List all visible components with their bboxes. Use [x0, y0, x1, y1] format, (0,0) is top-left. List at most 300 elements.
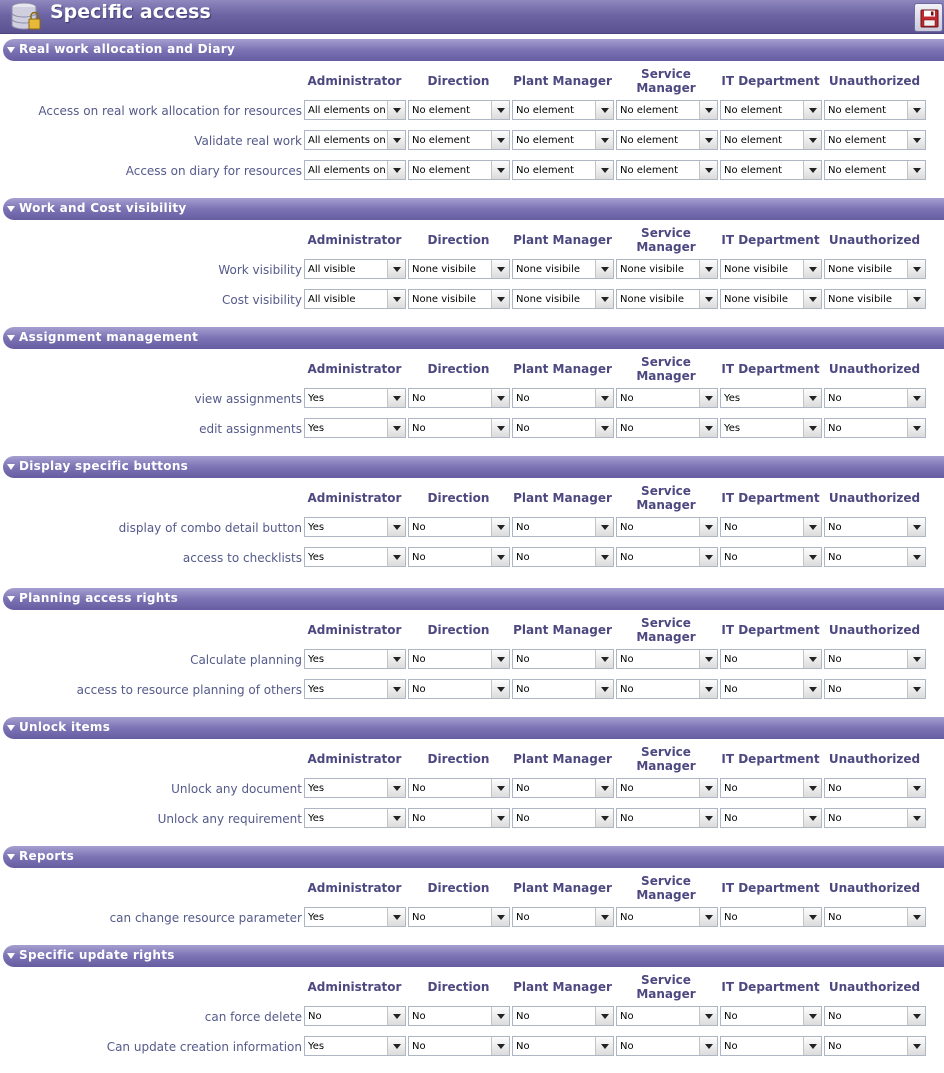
dropdown-button[interactable] [387, 779, 405, 797]
dropdown-button[interactable] [699, 260, 717, 278]
access-select-plant-manager[interactable] [512, 547, 614, 567]
chevron-down-icon [601, 816, 609, 821]
access-select-plant-manager[interactable] [512, 1006, 614, 1026]
dropdown-button[interactable] [491, 809, 509, 827]
column-header-unauthorized: Unauthorized [828, 623, 921, 637]
dropdown-button[interactable] [595, 548, 613, 566]
column-header-administrator: Administrator [307, 881, 402, 895]
select-value: No [412, 654, 426, 665]
access-select-administrator[interactable] [304, 1036, 406, 1056]
section-display-specific-buttons [0, 456, 944, 588]
dropdown-button[interactable] [803, 1007, 821, 1025]
dropdown-button[interactable] [699, 161, 717, 179]
access-select-unauthorized[interactable] [824, 907, 926, 927]
chevron-down-icon [497, 657, 505, 662]
chevron-down-icon [809, 108, 817, 113]
dropdown-button[interactable] [491, 908, 509, 926]
collapse-arrow-icon[interactable] [7, 335, 15, 341]
chevron-down-icon [705, 297, 713, 302]
access-select-it-department[interactable] [720, 547, 822, 567]
chevron-down-icon [913, 138, 921, 143]
select-value: No [724, 1041, 738, 1052]
access-select-plant-manager[interactable] [512, 289, 614, 309]
select-value: No [412, 1011, 426, 1022]
dropdown-button[interactable] [491, 260, 509, 278]
access-select-administrator[interactable] [304, 100, 406, 120]
section-work-and-cost-visibility [0, 198, 944, 327]
access-select-unauthorized[interactable] [824, 547, 926, 567]
access-select-plant-manager[interactable] [512, 1036, 614, 1056]
dropdown-button[interactable] [491, 779, 509, 797]
select-value: No [516, 552, 530, 563]
access-select-it-department[interactable] [720, 130, 822, 150]
chevron-down-icon [705, 396, 713, 401]
select-value: No element [828, 105, 887, 116]
access-select-direction[interactable] [408, 388, 510, 408]
dropdown-button[interactable] [491, 518, 509, 536]
access-select-plant-manager[interactable] [512, 259, 614, 279]
select-value: No element [724, 135, 783, 146]
dropdown-button[interactable] [907, 779, 925, 797]
chevron-down-icon [913, 1014, 921, 1019]
chevron-down-icon [601, 687, 609, 692]
select-value: No [516, 423, 530, 434]
access-select-unauthorized[interactable] [824, 418, 926, 438]
dropdown-button[interactable] [699, 779, 717, 797]
chevron-down-icon [601, 168, 609, 173]
collapse-arrow-icon[interactable] [7, 464, 15, 470]
access-select-service-manager[interactable] [616, 130, 718, 150]
dropdown-button[interactable] [595, 1007, 613, 1025]
access-select-unauthorized[interactable] [824, 778, 926, 798]
access-select-service-manager[interactable] [616, 388, 718, 408]
dropdown-button[interactable] [491, 131, 509, 149]
select-value: No [516, 654, 530, 665]
select-value: No [412, 393, 426, 404]
dropdown-button[interactable] [907, 389, 925, 407]
access-select-direction[interactable] [408, 547, 510, 567]
chevron-down-icon [705, 687, 713, 692]
access-select-unauthorized[interactable] [824, 100, 926, 120]
collapse-arrow-icon[interactable] [7, 725, 15, 731]
access-select-administrator[interactable] [304, 778, 406, 798]
dropdown-button[interactable] [907, 290, 925, 308]
access-select-service-manager[interactable] [616, 160, 718, 180]
section-header[interactable] [3, 39, 944, 61]
dropdown-button[interactable] [907, 809, 925, 827]
chevron-down-icon [601, 396, 609, 401]
access-select-it-department[interactable] [720, 907, 822, 927]
select-value: No [412, 912, 426, 923]
dropdown-button[interactable] [803, 779, 821, 797]
access-select-administrator[interactable] [304, 808, 406, 828]
access-select-direction[interactable] [408, 1006, 510, 1026]
access-select-it-department[interactable] [720, 259, 822, 279]
dropdown-button[interactable] [595, 680, 613, 698]
chevron-down-icon [497, 168, 505, 173]
access-select-plant-manager[interactable] [512, 418, 614, 438]
row-label: Can update creation information [106, 1040, 302, 1054]
dropdown-button[interactable] [595, 908, 613, 926]
chevron-down-icon [497, 267, 505, 272]
access-select-unauthorized[interactable] [824, 388, 926, 408]
dropdown-button[interactable] [907, 101, 925, 119]
dropdown-button[interactable] [907, 650, 925, 668]
chevron-down-icon [809, 396, 817, 401]
chevron-down-icon [913, 168, 921, 173]
access-select-administrator[interactable] [304, 547, 406, 567]
access-select-plant-manager[interactable] [512, 517, 614, 537]
row-label: Access on diary for resources [125, 164, 302, 178]
dropdown-button[interactable] [387, 101, 405, 119]
access-select-direction[interactable] [408, 418, 510, 438]
column-header-plant-manager: Plant Manager [513, 362, 612, 376]
access-select-service-manager[interactable] [616, 289, 718, 309]
dropdown-button[interactable] [595, 389, 613, 407]
dropdown-button[interactable] [699, 131, 717, 149]
access-select-it-department[interactable] [720, 679, 822, 699]
access-select-direction[interactable] [408, 289, 510, 309]
dropdown-button[interactable] [595, 650, 613, 668]
dropdown-button[interactable] [699, 1007, 717, 1025]
dropdown-button[interactable] [491, 389, 509, 407]
section-header[interactable] [3, 588, 944, 610]
row-label: Calculate planning [190, 653, 302, 667]
dropdown-button[interactable] [803, 260, 821, 278]
select-value: No element [620, 105, 679, 116]
dropdown-button[interactable] [699, 101, 717, 119]
access-select-administrator[interactable] [304, 418, 406, 438]
dropdown-button[interactable] [803, 1037, 821, 1055]
dropdown-button[interactable] [803, 101, 821, 119]
chevron-down-icon [497, 687, 505, 692]
select-value: No [620, 1041, 634, 1052]
collapse-arrow-icon[interactable] [7, 854, 15, 860]
section-title: Reports [19, 849, 75, 863]
dropdown-button[interactable] [387, 389, 405, 407]
dropdown-button[interactable] [491, 1007, 509, 1025]
access-select-plant-manager[interactable] [512, 808, 614, 828]
dropdown-button[interactable] [595, 809, 613, 827]
dropdown-button[interactable] [491, 1037, 509, 1055]
select-value: No [724, 912, 738, 923]
dropdown-button[interactable] [907, 260, 925, 278]
dropdown-button[interactable] [491, 161, 509, 179]
dropdown-button[interactable] [699, 389, 717, 407]
access-select-service-manager[interactable] [616, 100, 718, 120]
dropdown-button[interactable] [387, 161, 405, 179]
access-select-unauthorized[interactable] [824, 679, 926, 699]
access-select-unauthorized[interactable] [824, 1006, 926, 1026]
dropdown-button[interactable] [699, 290, 717, 308]
chevron-down-icon [497, 1014, 505, 1019]
access-select-administrator[interactable] [304, 649, 406, 669]
dropdown-button[interactable] [907, 161, 925, 179]
access-select-plant-manager[interactable] [512, 388, 614, 408]
chevron-down-icon [705, 525, 713, 530]
access-select-plant-manager[interactable] [512, 679, 614, 699]
select-value: No [828, 684, 842, 695]
section-header[interactable] [3, 846, 944, 868]
dropdown-button[interactable] [803, 290, 821, 308]
dropdown-button[interactable] [907, 419, 925, 437]
section-planning-access-rights [0, 588, 944, 717]
dropdown-button[interactable] [803, 131, 821, 149]
dropdown-button[interactable] [387, 548, 405, 566]
access-select-administrator[interactable] [304, 259, 406, 279]
dropdown-button[interactable] [699, 419, 717, 437]
select-value: No [412, 1041, 426, 1052]
access-select-unauthorized[interactable] [824, 130, 926, 150]
select-value: Yes [724, 423, 741, 434]
chevron-down-icon [913, 525, 921, 530]
access-select-service-manager[interactable] [616, 259, 718, 279]
select-value: No [828, 1011, 842, 1022]
dropdown-button[interactable] [387, 290, 405, 308]
section-header[interactable] [3, 945, 944, 967]
access-select-service-manager[interactable] [616, 649, 718, 669]
dropdown-button[interactable] [595, 419, 613, 437]
access-select-direction[interactable] [408, 259, 510, 279]
database-lock-icon [10, 2, 42, 32]
access-select-administrator[interactable] [304, 388, 406, 408]
row-label: access to checklists [182, 551, 302, 565]
access-select-service-manager[interactable] [616, 547, 718, 567]
access-select-administrator[interactable] [304, 679, 406, 699]
access-select-it-department[interactable] [720, 778, 822, 798]
access-select-it-department[interactable] [720, 100, 822, 120]
dropdown-button[interactable] [803, 389, 821, 407]
select-value: No element [516, 105, 575, 116]
dropdown-button[interactable] [491, 548, 509, 566]
access-select-administrator[interactable] [304, 160, 406, 180]
access-select-it-department[interactable] [720, 418, 822, 438]
access-select-it-department[interactable] [720, 289, 822, 309]
column-header-direction: Direction [427, 491, 490, 505]
dropdown-button[interactable] [907, 518, 925, 536]
dropdown-button[interactable] [803, 650, 821, 668]
section-header[interactable] [3, 327, 944, 349]
dropdown-button[interactable] [803, 419, 821, 437]
collapse-arrow-icon[interactable] [7, 953, 15, 959]
dropdown-button[interactable] [907, 131, 925, 149]
dropdown-button[interactable] [699, 518, 717, 536]
select-value: No [412, 783, 426, 794]
access-select-administrator[interactable] [304, 517, 406, 537]
section-header[interactable] [3, 717, 944, 739]
access-select-plant-manager[interactable] [512, 778, 614, 798]
select-value: None visibile [412, 264, 477, 275]
dropdown-button[interactable] [907, 680, 925, 698]
dropdown-button[interactable] [699, 680, 717, 698]
section-header[interactable] [3, 198, 944, 220]
access-select-administrator[interactable] [304, 1006, 406, 1026]
dropdown-button[interactable] [387, 260, 405, 278]
access-select-plant-manager[interactable] [512, 160, 614, 180]
dropdown-button[interactable] [491, 419, 509, 437]
access-select-it-department[interactable] [720, 1006, 822, 1026]
section-assignment-management [0, 327, 944, 456]
access-select-it-department[interactable] [720, 160, 822, 180]
select-value: Yes [308, 813, 325, 824]
access-select-service-manager[interactable] [616, 679, 718, 699]
dropdown-button[interactable] [387, 419, 405, 437]
chevron-down-icon [601, 1014, 609, 1019]
dropdown-button[interactable] [907, 548, 925, 566]
chevron-down-icon [809, 786, 817, 791]
dropdown-button[interactable] [387, 1037, 405, 1055]
chevron-down-icon [497, 297, 505, 302]
dropdown-button[interactable] [595, 260, 613, 278]
dropdown-button[interactable] [699, 908, 717, 926]
chevron-down-icon [809, 915, 817, 920]
access-select-direction[interactable] [408, 679, 510, 699]
dropdown-button[interactable] [803, 809, 821, 827]
dropdown-button[interactable] [387, 518, 405, 536]
dropdown-button[interactable] [803, 548, 821, 566]
dropdown-button[interactable] [699, 1037, 717, 1055]
dropdown-button[interactable] [907, 1037, 925, 1055]
access-select-it-department[interactable] [720, 517, 822, 537]
chevron-down-icon [913, 396, 921, 401]
dropdown-button[interactable] [387, 680, 405, 698]
dropdown-button[interactable] [699, 650, 717, 668]
access-select-administrator[interactable] [304, 289, 406, 309]
select-value: Yes [308, 1041, 325, 1052]
access-select-service-manager[interactable] [616, 907, 718, 927]
select-value: No [828, 912, 842, 923]
row-label: Work visibility [218, 263, 302, 277]
section-title: Specific update rights [19, 948, 175, 962]
access-select-plant-manager[interactable] [512, 649, 614, 669]
column-header-it-department: IT Department [721, 881, 820, 895]
access-select-service-manager[interactable] [616, 1036, 718, 1056]
access-select-unauthorized[interactable] [824, 1036, 926, 1056]
access-select-direction[interactable] [408, 130, 510, 150]
dropdown-button[interactable] [595, 518, 613, 536]
access-select-it-department[interactable] [720, 388, 822, 408]
access-select-plant-manager[interactable] [512, 130, 614, 150]
dropdown-button[interactable] [699, 809, 717, 827]
dropdown-button[interactable] [803, 161, 821, 179]
access-select-service-manager[interactable] [616, 418, 718, 438]
access-select-unauthorized[interactable] [824, 517, 926, 537]
collapse-arrow-icon[interactable] [7, 47, 15, 53]
chevron-down-icon [393, 687, 401, 692]
select-value: No [724, 813, 738, 824]
dropdown-button[interactable] [803, 518, 821, 536]
access-select-service-manager[interactable] [616, 778, 718, 798]
dropdown-button[interactable] [803, 680, 821, 698]
row-label: display of combo detail button [118, 521, 302, 535]
access-select-direction[interactable] [408, 1036, 510, 1056]
dropdown-button[interactable] [491, 101, 509, 119]
select-value: No [620, 684, 634, 695]
dropdown-button[interactable] [907, 908, 925, 926]
select-value: No [516, 522, 530, 533]
access-select-direction[interactable] [408, 808, 510, 828]
row-label: can change resource parameter [109, 911, 302, 925]
dropdown-button[interactable] [595, 101, 613, 119]
dropdown-button[interactable] [699, 548, 717, 566]
column-header-it-department: IT Department [721, 74, 820, 88]
dropdown-button[interactable] [491, 680, 509, 698]
dropdown-button[interactable] [387, 131, 405, 149]
access-select-direction[interactable] [408, 778, 510, 798]
access-select-unauthorized[interactable] [824, 259, 926, 279]
access-select-unauthorized[interactable] [824, 160, 926, 180]
access-select-direction[interactable] [408, 160, 510, 180]
dropdown-button[interactable] [595, 1037, 613, 1055]
chevron-down-icon [393, 138, 401, 143]
dropdown-button[interactable] [595, 161, 613, 179]
access-select-administrator[interactable] [304, 907, 406, 927]
section-title: Assignment management [19, 330, 199, 344]
dropdown-button[interactable] [595, 131, 613, 149]
dropdown-button[interactable] [491, 650, 509, 668]
dropdown-button[interactable] [491, 290, 509, 308]
dropdown-button[interactable] [907, 1007, 925, 1025]
access-select-service-manager[interactable] [616, 1006, 718, 1026]
select-value: No [828, 552, 842, 563]
select-value: No [828, 654, 842, 665]
select-value: No [724, 1011, 738, 1022]
chevron-down-icon [393, 525, 401, 530]
access-select-unauthorized[interactable] [824, 289, 926, 309]
access-select-service-manager[interactable] [616, 517, 718, 537]
select-value: No [828, 783, 842, 794]
access-select-plant-manager[interactable] [512, 907, 614, 927]
chevron-down-icon [601, 267, 609, 272]
save-button[interactable] [914, 3, 943, 32]
section-header[interactable] [3, 456, 944, 478]
dropdown-button[interactable] [595, 290, 613, 308]
chevron-down-icon [913, 297, 921, 302]
dropdown-button[interactable] [387, 809, 405, 827]
select-value: Yes [308, 522, 325, 533]
access-select-unauthorized[interactable] [824, 808, 926, 828]
access-select-plant-manager[interactable] [512, 100, 614, 120]
column-header-plant-manager: Plant Manager [513, 752, 612, 766]
chevron-down-icon [497, 138, 505, 143]
dropdown-button[interactable] [387, 650, 405, 668]
access-select-administrator[interactable] [304, 130, 406, 150]
row-label: Access on real work allocation for resources [38, 104, 302, 118]
access-select-it-department[interactable] [720, 1036, 822, 1056]
access-select-direction[interactable] [408, 649, 510, 669]
select-value: No element [620, 135, 679, 146]
chevron-down-icon [809, 816, 817, 821]
dropdown-button[interactable] [595, 779, 613, 797]
access-select-service-manager[interactable] [616, 808, 718, 828]
access-select-direction[interactable] [408, 100, 510, 120]
collapse-arrow-icon[interactable] [7, 596, 15, 602]
column-header-service-manager: Service Manager [636, 616, 696, 644]
select-value: None visibile [412, 294, 477, 305]
access-select-unauthorized[interactable] [824, 649, 926, 669]
column-header-unauthorized: Unauthorized [828, 980, 921, 994]
access-select-it-department[interactable] [720, 649, 822, 669]
access-select-direction[interactable] [408, 517, 510, 537]
access-select-direction[interactable] [408, 907, 510, 927]
access-select-it-department[interactable] [720, 808, 822, 828]
chevron-down-icon [393, 168, 401, 173]
collapse-arrow-icon[interactable] [7, 206, 15, 212]
dropdown-button[interactable] [387, 1007, 405, 1025]
chevron-down-icon [601, 915, 609, 920]
dropdown-button[interactable] [387, 908, 405, 926]
dropdown-button[interactable] [803, 908, 821, 926]
